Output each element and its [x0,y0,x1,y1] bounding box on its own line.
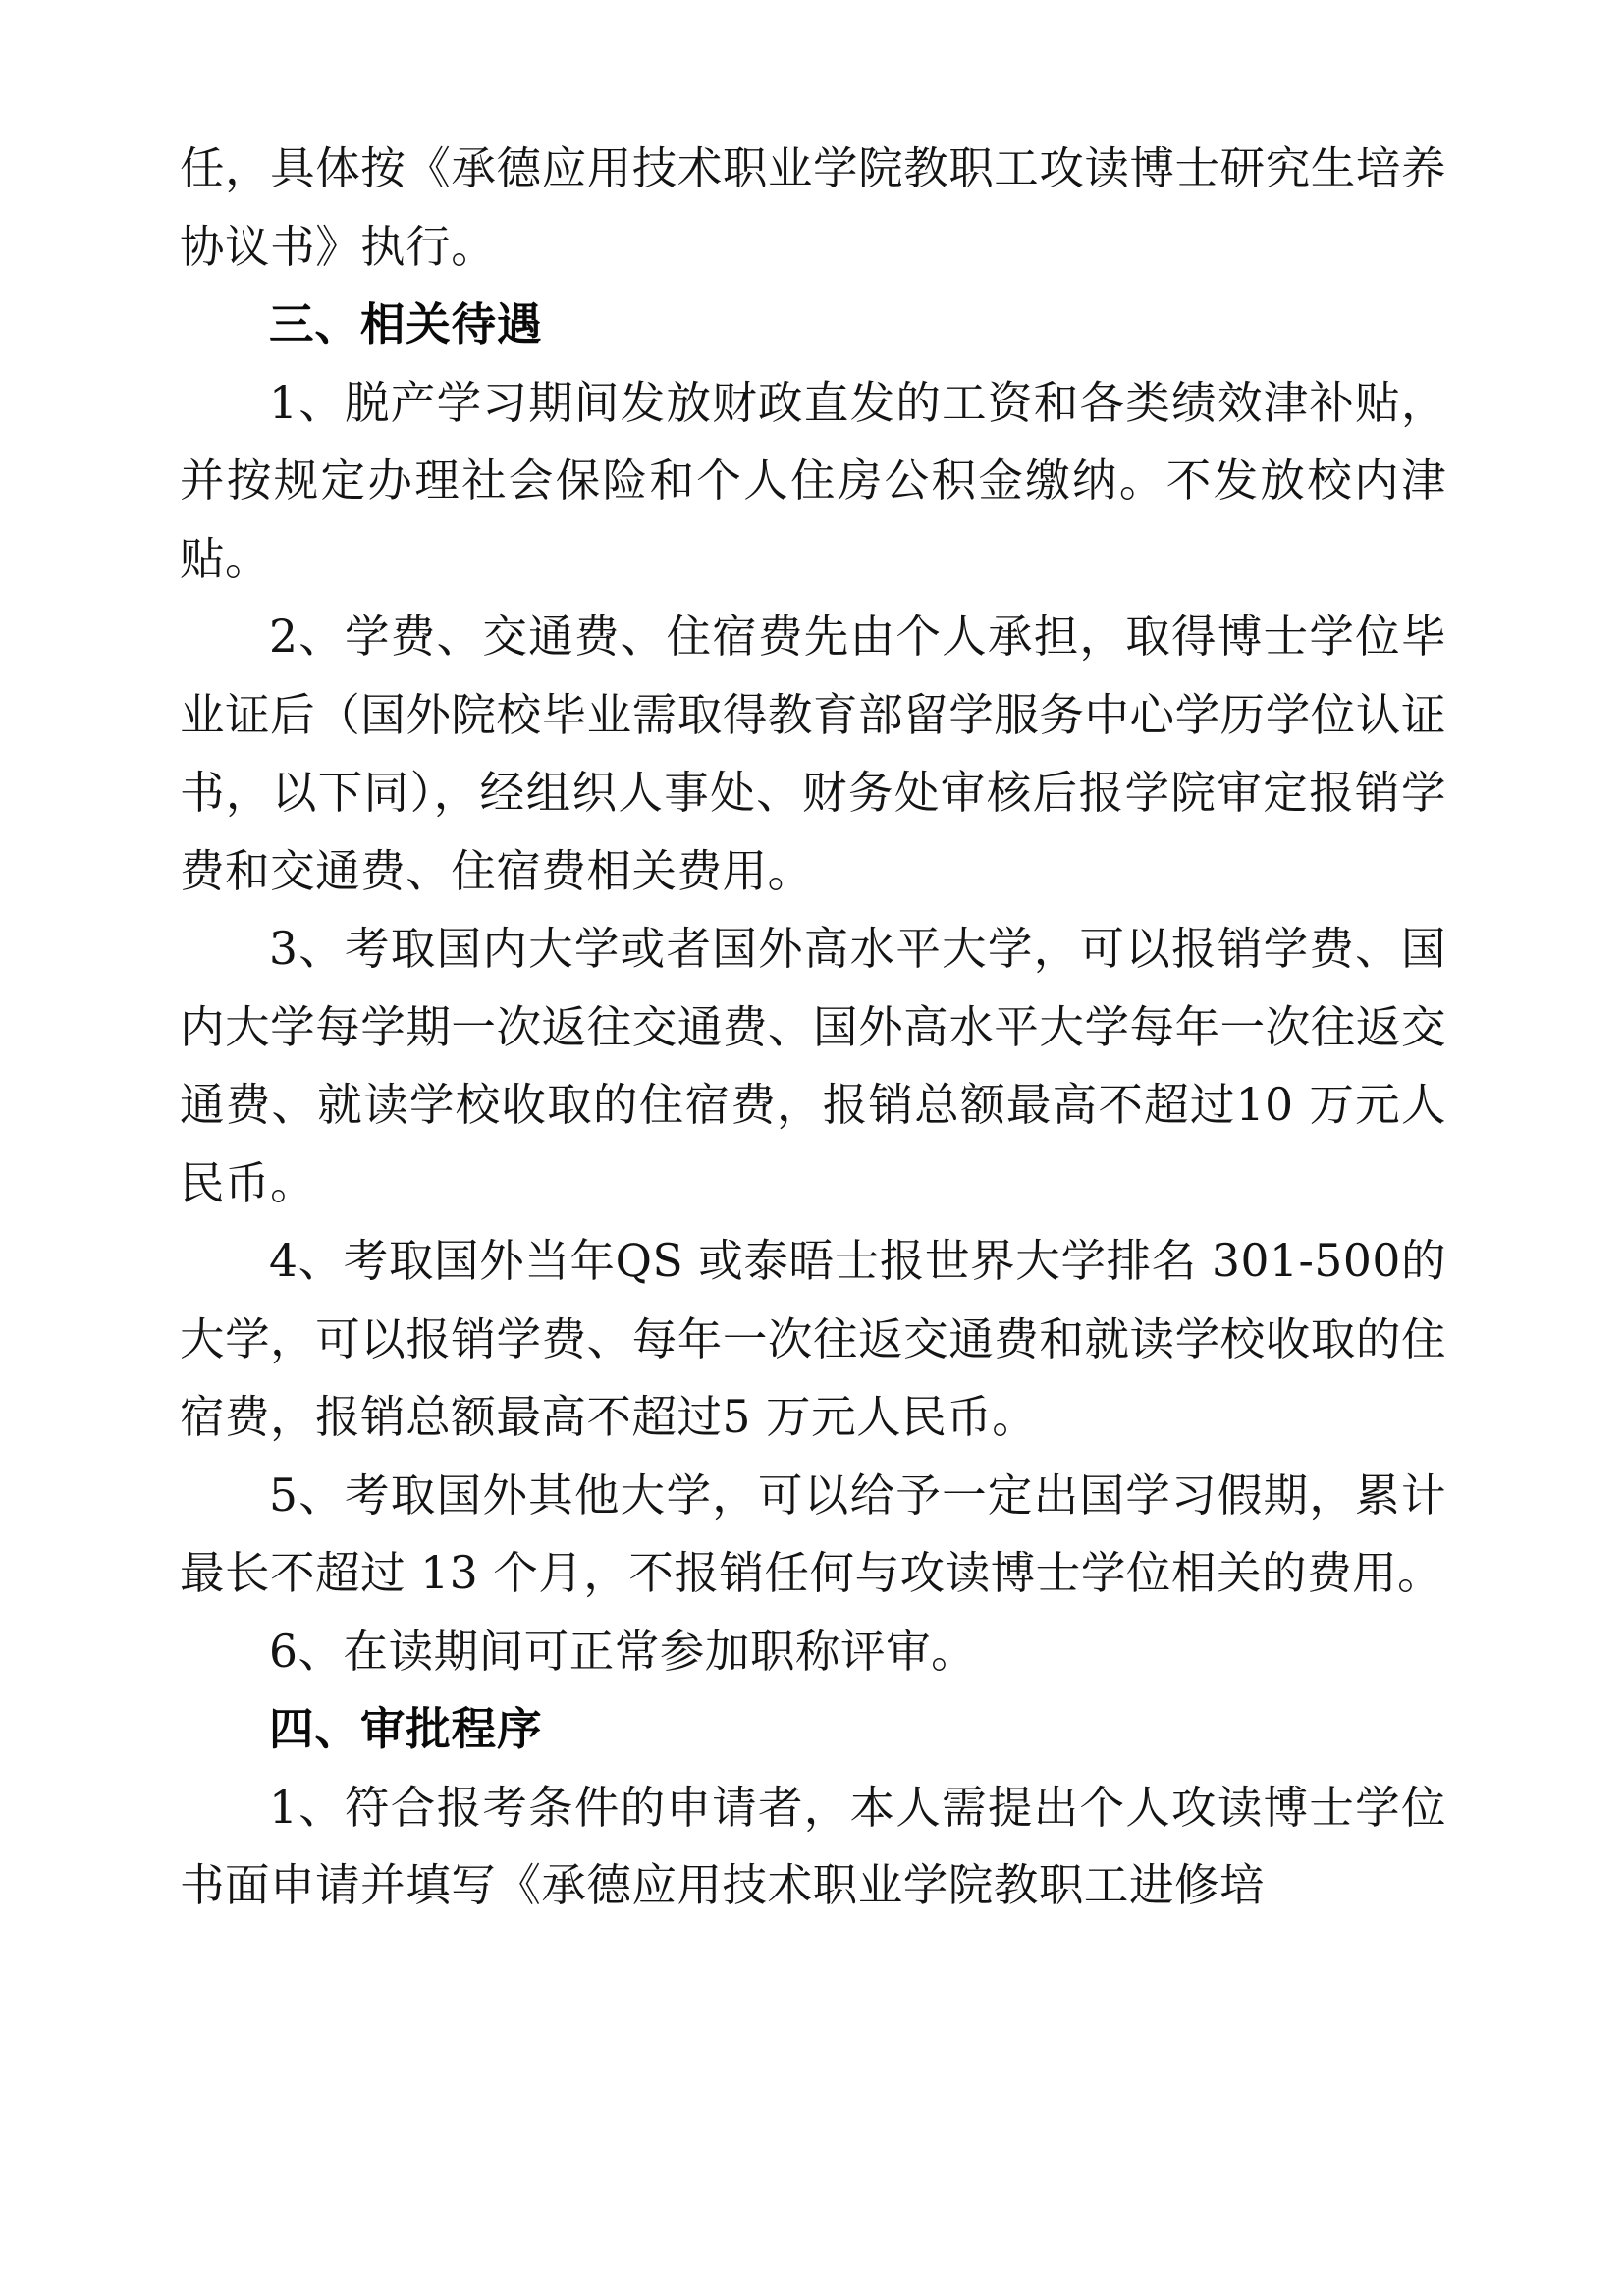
list-item-4-1: 1、符合报考条件的申请者，本人需提出个人攻读博士学位书面申请并填写《承德应用技术职业学院教职工进修培 [180,1781,1446,1911]
list-item-3-4: 4、考取国外当年QS 或泰晤士报世界大学排名 301-500的大学，可以报销学费、每年一次往返交通费和就读学校收取的住宿费，报销总额最高不超过5 万元人民币。 [180,1235,1446,1443]
document-body [180,130,1446,1925]
list-item-3-3: 3、考取国内大学或者国外高水平大学，可以报销学费、国内大学每学期一次返往交通费、国外高水平大学每年一次往返交通费、就读学校收取的住宿费，报销总额最高不超过10 万元人民币。 [180,923,1446,1209]
section-heading-four: 四、审批程序 [269,1704,543,1754]
section-heading-three: 三、相关待遇 [269,299,543,349]
list-item-3-2: 2、学费、交通费、住宿费先由个人承担，取得博士学位毕业证后（国外院校毕业需取得教育部留学服务中心学历学位认证书，以下同），经组织人事处、财务处审核后报学院审定报销学费和交通费、住宿费相关费用。 [180,611,1446,897]
paragraph-continued: 任，具体按《承德应用技术职业学院教职工攻读博士研究生培养协议书》执行。 [180,142,1446,273]
list-item-3-1: 1、脱产学习期间发放财政直发的工资和各类绩效津补贴，并按规定办理社会保险和个人住房公积金缴纳。不发放校内津贴。 [180,376,1446,585]
list-item-3-6: 6、在读期间可正常参加职称评审。 [269,1625,977,1678]
list-item-3-5: 5、考取国外其他大学，可以给予一定出国学习假期，累计最长不超过 13 个月，不报销任何与攻读博士学位相关的费用。 [180,1468,1446,1599]
